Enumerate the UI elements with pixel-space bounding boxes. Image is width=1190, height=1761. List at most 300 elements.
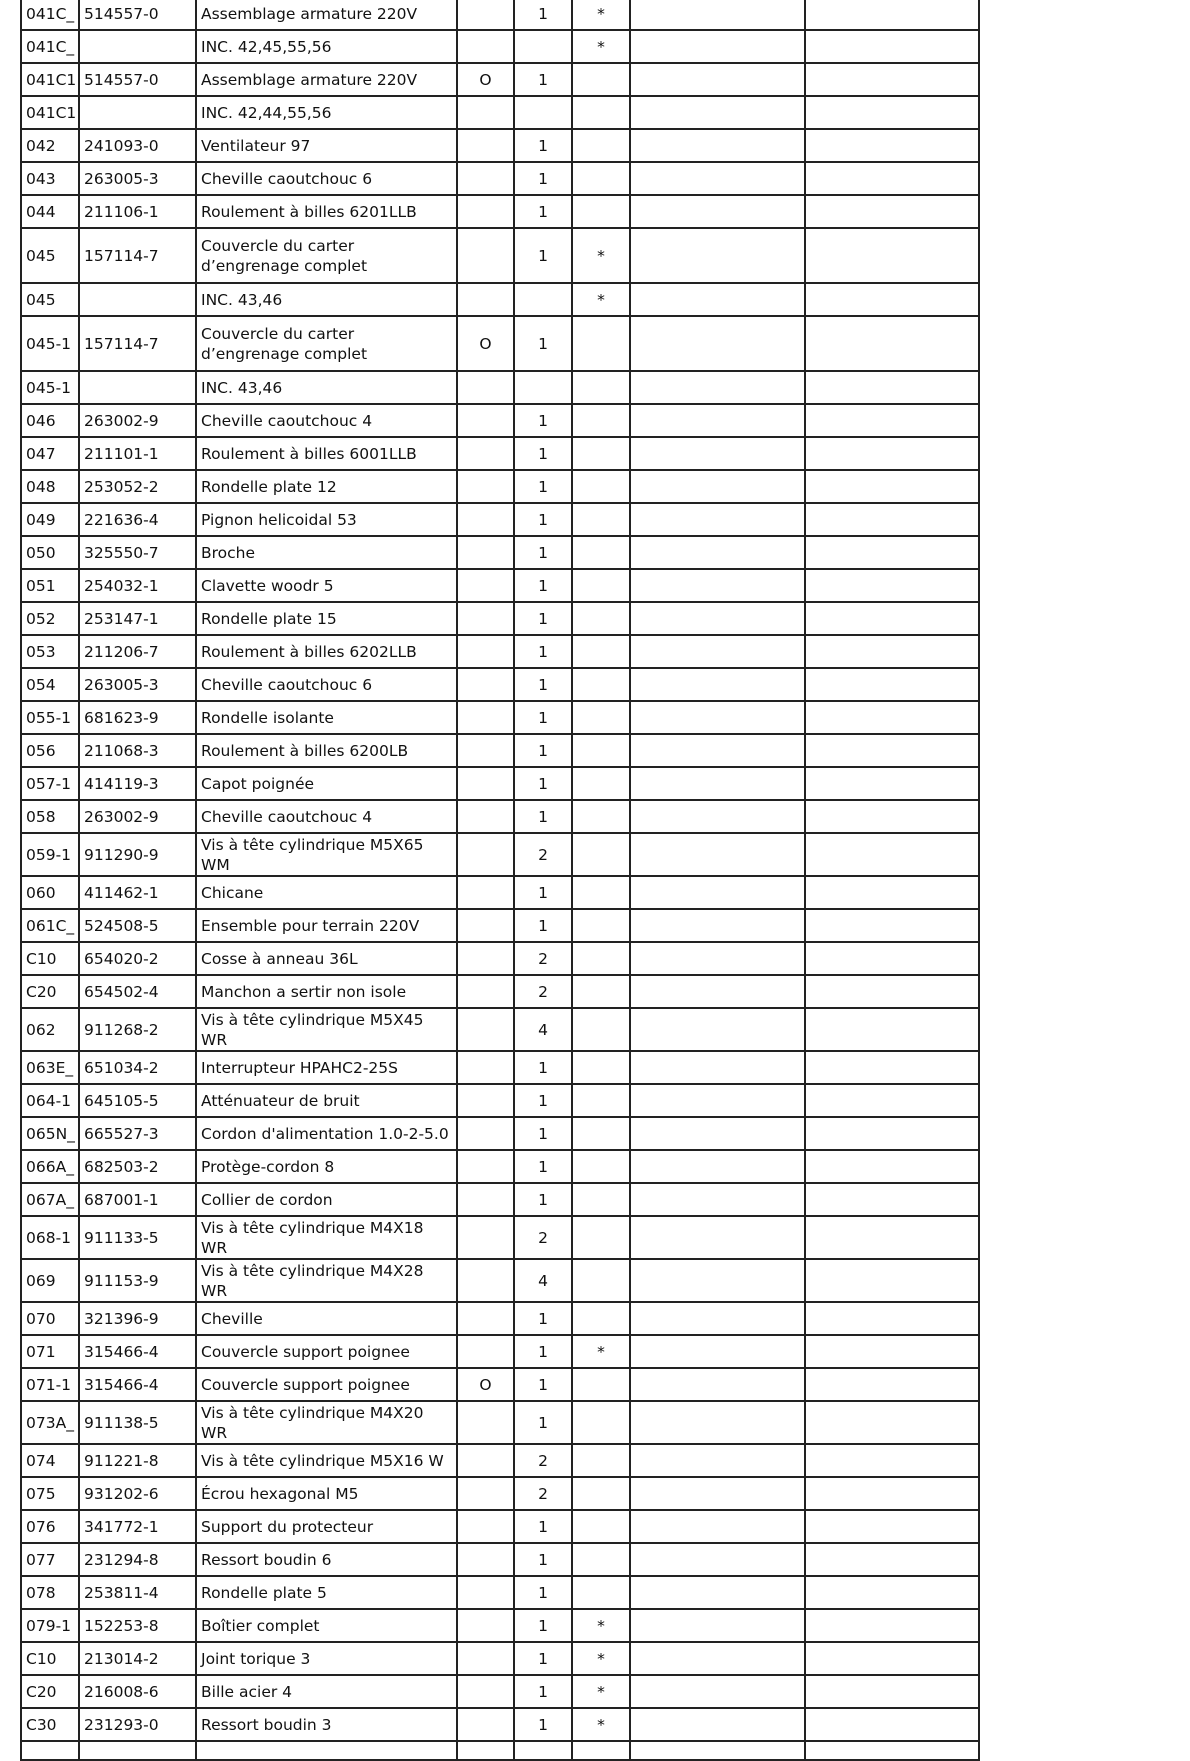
empty-cell — [805, 1401, 979, 1444]
table-row — [21, 0, 979, 30]
empty-cell — [630, 1708, 805, 1741]
note-cell — [572, 1259, 630, 1302]
part-number-cell: 253052-2 — [79, 470, 196, 503]
quantity-cell: 2 — [514, 942, 572, 975]
table-row — [21, 1642, 979, 1675]
empty-cell — [630, 602, 805, 635]
note-cell — [572, 536, 630, 569]
empty-cell — [805, 909, 979, 942]
option-cell — [457, 1708, 514, 1741]
quantity-cell: 1 — [514, 1335, 572, 1368]
quantity-cell: 1 — [514, 635, 572, 668]
empty-cell — [630, 162, 805, 195]
table-row — [21, 602, 979, 635]
quantity-cell: 1 — [514, 437, 572, 470]
empty-cell — [630, 129, 805, 162]
table-row — [21, 701, 979, 734]
option-cell — [457, 1609, 514, 1642]
part-number-cell: 524508-5 — [79, 909, 196, 942]
quantity-cell: 4 — [514, 1008, 572, 1051]
ref-cell: 045 — [21, 283, 79, 316]
description-cell: Cheville — [196, 1302, 457, 1335]
quantity-cell: 1 — [514, 228, 572, 283]
description-cell: Support du protecteur — [196, 1510, 457, 1543]
empty-cell — [805, 371, 979, 404]
empty-cell — [805, 1183, 979, 1216]
description-cell: Roulement à billes 6201LLB — [196, 195, 457, 228]
description-cell: Couvercle support poignee — [196, 1368, 457, 1401]
note-cell — [572, 602, 630, 635]
ref-cell: 077 — [21, 1543, 79, 1576]
part-number-cell: 254032-1 — [79, 569, 196, 602]
part-number-cell: 263002-9 — [79, 404, 196, 437]
option-cell — [457, 909, 514, 942]
part-number-cell: 514557-0 — [79, 63, 196, 96]
table-row — [21, 1609, 979, 1642]
empty-cell — [805, 1117, 979, 1150]
option-cell — [457, 129, 514, 162]
empty-cell — [805, 1543, 979, 1576]
part-number-cell: 514557-0 — [79, 0, 196, 30]
option-cell — [457, 228, 514, 283]
note-cell: * — [572, 0, 630, 30]
empty-cell — [630, 1051, 805, 1084]
quantity-cell: 1 — [514, 195, 572, 228]
parts-table-body — [21, 0, 979, 1760]
quantity-cell — [514, 283, 572, 316]
table-row — [21, 503, 979, 536]
ref-cell: 045 — [21, 228, 79, 283]
note-cell: * — [572, 1335, 630, 1368]
note-cell — [572, 1477, 630, 1510]
option-cell: O — [457, 63, 514, 96]
quantity-cell: 1 — [514, 602, 572, 635]
empty-cell — [805, 701, 979, 734]
option-cell — [457, 635, 514, 668]
part-number-cell: 263005-3 — [79, 162, 196, 195]
empty-cell — [630, 470, 805, 503]
description-cell: Cheville caoutchouc 4 — [196, 800, 457, 833]
option-cell — [457, 1302, 514, 1335]
description-cell: Cheville caoutchouc 6 — [196, 162, 457, 195]
description-cell: Ressort boudin 3 — [196, 1708, 457, 1741]
note-cell: * — [572, 283, 630, 316]
part-number-cell: 911268-2 — [79, 1008, 196, 1051]
description-cell: Cosse à anneau 36L — [196, 942, 457, 975]
description-cell: Broche — [196, 536, 457, 569]
table-row — [21, 96, 979, 129]
empty-cell — [630, 876, 805, 909]
table-row — [21, 1335, 979, 1368]
empty-cell — [630, 1444, 805, 1477]
quantity-cell: 1 — [514, 1183, 572, 1216]
description-cell: Roulement à billes 6200LB — [196, 734, 457, 767]
ref-cell: 041C1 — [21, 96, 79, 129]
quantity-cell: 1 — [514, 63, 572, 96]
note-cell — [572, 162, 630, 195]
option-cell — [457, 30, 514, 63]
part-number-cell: 681623-9 — [79, 701, 196, 734]
quantity-cell: 1 — [514, 404, 572, 437]
empty-cell — [630, 63, 805, 96]
quantity-cell: 2 — [514, 1216, 572, 1259]
empty-cell — [805, 975, 979, 1008]
empty-cell — [630, 503, 805, 536]
quantity-cell: 1 — [514, 0, 572, 30]
quantity-cell: 1 — [514, 668, 572, 701]
ref-cell: 041C1 — [21, 63, 79, 96]
empty-cell — [805, 1708, 979, 1741]
quantity-cell: 2 — [514, 833, 572, 876]
option-cell — [457, 96, 514, 129]
empty-cell — [457, 1741, 514, 1760]
option-cell — [457, 1117, 514, 1150]
ref-cell: C30 — [21, 1708, 79, 1741]
description-cell: Cordon d'alimentation 1.0-2-5.0 — [196, 1117, 457, 1150]
option-cell — [457, 876, 514, 909]
description-cell: Couvercle support poignee — [196, 1335, 457, 1368]
empty-cell — [805, 1008, 979, 1051]
empty-cell — [805, 195, 979, 228]
empty-cell — [630, 1741, 805, 1760]
empty-cell — [630, 1216, 805, 1259]
part-number-cell: 157114-7 — [79, 316, 196, 371]
note-cell — [572, 63, 630, 96]
option-cell: O — [457, 1368, 514, 1401]
table-row — [21, 635, 979, 668]
empty-cell — [196, 1741, 457, 1760]
empty-cell — [630, 0, 805, 30]
option-cell — [457, 942, 514, 975]
note-cell — [572, 1401, 630, 1444]
note-cell: * — [572, 1675, 630, 1708]
note-cell — [572, 800, 630, 833]
table-row — [21, 162, 979, 195]
part-number-cell: 211106-1 — [79, 195, 196, 228]
empty-cell — [805, 1084, 979, 1117]
note-cell — [572, 1150, 630, 1183]
empty-cell — [805, 162, 979, 195]
description-cell: Bille acier 4 — [196, 1675, 457, 1708]
option-cell — [457, 1444, 514, 1477]
note-cell — [572, 371, 630, 404]
empty-cell — [630, 668, 805, 701]
empty-cell — [630, 30, 805, 63]
ref-cell: 041C_ — [21, 0, 79, 30]
note-cell — [572, 734, 630, 767]
quantity-cell — [514, 371, 572, 404]
note-cell — [572, 668, 630, 701]
description-cell: Manchon a sertir non isole — [196, 975, 457, 1008]
note-cell — [572, 942, 630, 975]
description-cell: INC. 43,46 — [196, 283, 457, 316]
note-cell — [572, 909, 630, 942]
empty-cell — [805, 1576, 979, 1609]
part-number-cell: 211068-3 — [79, 734, 196, 767]
empty-cell — [630, 1401, 805, 1444]
parts-table — [20, 0, 980, 1761]
empty-cell — [805, 0, 979, 30]
empty-cell — [805, 63, 979, 96]
note-cell — [572, 1084, 630, 1117]
part-number-cell: 211101-1 — [79, 437, 196, 470]
ref-cell: 071-1 — [21, 1368, 79, 1401]
table-row — [21, 30, 979, 63]
description-cell: INC. 42,45,55,56 — [196, 30, 457, 63]
table-row — [21, 1444, 979, 1477]
option-cell — [457, 1335, 514, 1368]
part-number-cell: 216008-6 — [79, 1675, 196, 1708]
quantity-cell: 1 — [514, 767, 572, 800]
empty-cell — [630, 1183, 805, 1216]
empty-cell — [805, 833, 979, 876]
part-number-cell: 654502-4 — [79, 975, 196, 1008]
note-cell — [572, 129, 630, 162]
table-row — [21, 437, 979, 470]
ref-cell: 059-1 — [21, 833, 79, 876]
quantity-cell: 1 — [514, 129, 572, 162]
table-row — [21, 1008, 979, 1051]
part-number-cell: 414119-3 — [79, 767, 196, 800]
empty-cell — [630, 767, 805, 800]
description-cell: Vis à tête cylindrique M4X18 WR — [196, 1216, 457, 1259]
option-cell — [457, 800, 514, 833]
table-row — [21, 404, 979, 437]
empty-cell — [805, 1741, 979, 1760]
empty-cell — [630, 371, 805, 404]
ref-cell: 049 — [21, 503, 79, 536]
ref-cell: 055-1 — [21, 701, 79, 734]
table-row — [21, 283, 979, 316]
note-cell — [572, 316, 630, 371]
option-cell — [457, 470, 514, 503]
ref-cell: 066A_ — [21, 1150, 79, 1183]
ref-cell: 075 — [21, 1477, 79, 1510]
ref-cell: 050 — [21, 536, 79, 569]
table-row — [21, 1150, 979, 1183]
description-cell: Assemblage armature 220V — [196, 0, 457, 30]
option-cell — [457, 404, 514, 437]
table-row — [21, 1675, 979, 1708]
empty-cell — [805, 1642, 979, 1675]
empty-cell — [805, 1477, 979, 1510]
part-number-cell: 263002-9 — [79, 800, 196, 833]
table-row — [21, 975, 979, 1008]
empty-cell — [805, 404, 979, 437]
quantity-cell: 1 — [514, 162, 572, 195]
description-cell: Roulement à billes 6001LLB — [196, 437, 457, 470]
empty-cell — [805, 1216, 979, 1259]
table-row — [21, 876, 979, 909]
ref-cell: 046 — [21, 404, 79, 437]
description-cell: Ensemble pour terrain 220V — [196, 909, 457, 942]
table-row — [21, 1543, 979, 1576]
description-cell: Atténuateur de bruit — [196, 1084, 457, 1117]
part-number-cell: 221636-4 — [79, 503, 196, 536]
note-cell: * — [572, 1609, 630, 1642]
description-cell: Clavette woodr 5 — [196, 569, 457, 602]
ref-cell: 071 — [21, 1335, 79, 1368]
note-cell — [572, 1008, 630, 1051]
option-cell — [457, 569, 514, 602]
note-cell — [572, 876, 630, 909]
table-row — [21, 228, 979, 283]
empty-cell — [630, 1117, 805, 1150]
ref-cell: 045-1 — [21, 316, 79, 371]
part-number-cell: 325550-7 — [79, 536, 196, 569]
option-cell — [457, 1051, 514, 1084]
empty-cell — [630, 1008, 805, 1051]
quantity-cell: 1 — [514, 1084, 572, 1117]
description-cell: Interrupteur HPAHC2-25S — [196, 1051, 457, 1084]
description-cell: Vis à tête cylindrique M5X65 WM — [196, 833, 457, 876]
note-cell — [572, 1368, 630, 1401]
note-cell — [572, 470, 630, 503]
quantity-cell: 1 — [514, 734, 572, 767]
quantity-cell: 1 — [514, 316, 572, 371]
ref-cell: 056 — [21, 734, 79, 767]
empty-cell — [630, 569, 805, 602]
note-cell — [572, 404, 630, 437]
option-cell — [457, 195, 514, 228]
ref-cell: 042 — [21, 129, 79, 162]
table-row — [21, 767, 979, 800]
note-cell — [572, 96, 630, 129]
table-row — [21, 536, 979, 569]
note-cell: * — [572, 30, 630, 63]
note-cell: * — [572, 228, 630, 283]
description-cell: Boîtier complet — [196, 1609, 457, 1642]
empty-cell — [79, 1741, 196, 1760]
option-cell — [457, 1477, 514, 1510]
quantity-cell: 1 — [514, 1708, 572, 1741]
option-cell — [457, 503, 514, 536]
quantity-cell: 1 — [514, 876, 572, 909]
empty-cell — [630, 1150, 805, 1183]
empty-cell — [630, 701, 805, 734]
empty-cell — [805, 1444, 979, 1477]
option-cell — [457, 1084, 514, 1117]
part-number-cell: 253811-4 — [79, 1576, 196, 1609]
option-cell — [457, 602, 514, 635]
empty-cell — [805, 503, 979, 536]
part-number-cell: 911138-5 — [79, 1401, 196, 1444]
quantity-cell: 1 — [514, 800, 572, 833]
part-number-cell: 231294-8 — [79, 1543, 196, 1576]
table-row — [21, 942, 979, 975]
note-cell — [572, 1543, 630, 1576]
empty-cell — [514, 1741, 572, 1760]
empty-cell — [805, 1609, 979, 1642]
table-row — [21, 1302, 979, 1335]
empty-cell — [630, 404, 805, 437]
quantity-cell — [514, 30, 572, 63]
empty-cell — [630, 316, 805, 371]
ref-cell: 064-1 — [21, 1084, 79, 1117]
option-cell — [457, 1642, 514, 1675]
description-cell: Rondelle plate 12 — [196, 470, 457, 503]
empty-cell — [805, 1302, 979, 1335]
part-number-cell: 315466-4 — [79, 1335, 196, 1368]
description-cell: INC. 43,46 — [196, 371, 457, 404]
ref-cell: 041C_ — [21, 30, 79, 63]
table-row — [21, 1216, 979, 1259]
empty-cell — [630, 1609, 805, 1642]
table-row — [21, 63, 979, 96]
quantity-cell: 1 — [514, 1642, 572, 1675]
quantity-cell — [514, 96, 572, 129]
description-cell: Cheville caoutchouc 4 — [196, 404, 457, 437]
empty-cell — [572, 1741, 630, 1760]
description-cell: Rondelle plate 5 — [196, 1576, 457, 1609]
table-row — [21, 129, 979, 162]
empty-cell — [21, 1741, 79, 1760]
description-cell: Vis à tête cylindrique M5X45 WR — [196, 1008, 457, 1051]
description-cell: Collier de cordon — [196, 1183, 457, 1216]
quantity-cell: 1 — [514, 701, 572, 734]
quantity-cell: 4 — [514, 1259, 572, 1302]
empty-cell — [630, 1477, 805, 1510]
table-row — [21, 1259, 979, 1302]
option-cell — [457, 701, 514, 734]
option-cell — [457, 1510, 514, 1543]
quantity-cell: 1 — [514, 1576, 572, 1609]
empty-cell — [805, 668, 979, 701]
table-row — [21, 569, 979, 602]
description-cell: Ressort boudin 6 — [196, 1543, 457, 1576]
empty-cell — [805, 1051, 979, 1084]
quantity-cell: 1 — [514, 1543, 572, 1576]
option-cell — [457, 0, 514, 30]
description-cell: Couvercle du carter d’engrenage complet — [196, 316, 457, 371]
table-row — [21, 1084, 979, 1117]
option-cell — [457, 437, 514, 470]
empty-cell — [630, 942, 805, 975]
empty-cell — [805, 942, 979, 975]
ref-cell: 078 — [21, 1576, 79, 1609]
quantity-cell: 1 — [514, 1302, 572, 1335]
empty-cell — [805, 1368, 979, 1401]
quantity-cell: 1 — [514, 1368, 572, 1401]
note-cell — [572, 767, 630, 800]
ref-cell: 054 — [21, 668, 79, 701]
option-cell — [457, 1008, 514, 1051]
empty-cell — [805, 316, 979, 371]
empty-cell — [805, 283, 979, 316]
part-number-cell: 213014-2 — [79, 1642, 196, 1675]
table-row — [21, 1708, 979, 1741]
part-number-cell: 253147-1 — [79, 602, 196, 635]
note-cell — [572, 503, 630, 536]
empty-cell — [805, 1150, 979, 1183]
ref-cell: 044 — [21, 195, 79, 228]
empty-cell — [805, 734, 979, 767]
ref-cell: 045-1 — [21, 371, 79, 404]
empty-cell — [805, 96, 979, 129]
ref-cell: C20 — [21, 975, 79, 1008]
option-cell — [457, 767, 514, 800]
part-number-cell: 241093-0 — [79, 129, 196, 162]
part-number-cell — [79, 96, 196, 129]
option-cell — [457, 1576, 514, 1609]
table-row — [21, 1576, 979, 1609]
quantity-cell: 1 — [514, 909, 572, 942]
empty-cell — [630, 536, 805, 569]
ref-cell: C10 — [21, 942, 79, 975]
table-row — [21, 734, 979, 767]
table-row — [21, 1510, 979, 1543]
table-row — [21, 1477, 979, 1510]
